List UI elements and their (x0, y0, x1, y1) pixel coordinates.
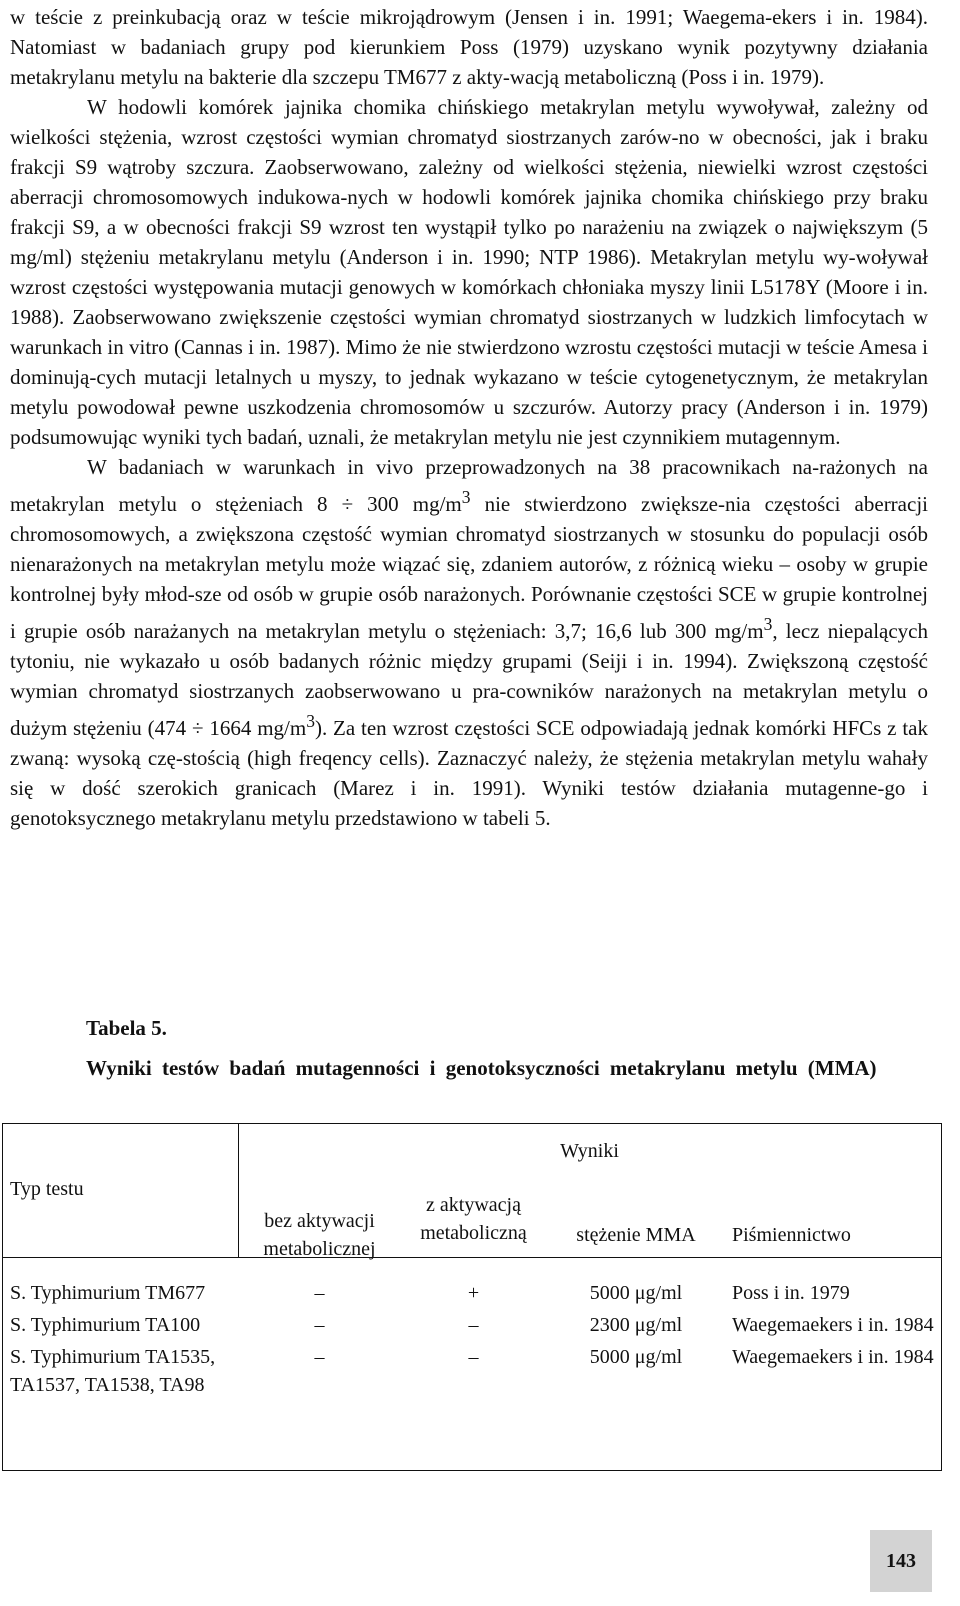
cell-bez: – (314, 1314, 325, 1336)
paragraph-3-part-4: ). Za ten wzrost częstości SCE odpowiadają jednak komórki HFCs z tak zwaną: wysoką czę-stością (high freqency cells). Zaznaczyć należy, że stężenia metakrylan metylu wahały się w dość szerokich granicach (Marez i in. 1991). Wyniki testów działania mutagenne-go i genotoksycznego metakrylanu metylu przedstawiono w tabeli 5. (10, 716, 929, 830)
table-row (0, 1263, 941, 1307)
results-table (0, 1123, 941, 1409)
paragraph-3-part-3: , lecz niepalących tytoniu, nie wykazało u osób badanych różnic między grupami (Seiji i in. 1994). Zwiększoną częstość wymian chromatyd siostrzanych zaobserwowano u pra-cowników narażonych na metakrylan metylu o dużym stężeniu (474 ÷ 1664 mg/m (10, 619, 928, 740)
cell-stezenie: 5000 μg/ml (589, 1346, 683, 1368)
header-pismiennictwo: Piśmiennictwo (732, 1224, 851, 1246)
cell-z: – (468, 1346, 479, 1368)
cell-typ: S. Typhimurium TA100 (10, 1314, 201, 1336)
cell-lit: Waegemaekers i in. 1984 (732, 1346, 934, 1368)
paragraph-2: W hodowli komórek jajnika chomika chińskiego metakrylan metylu wywoływał, zależny od wielkości stężenia, wzrost częstości wymian chromatyd siostrzanych zarów-no w obecności, jak i braku frakcji S9 wątroby szczura. Zaobserwowano, zależny od wielkości stężenia, niewielki wzrost częstości aberracji chromosomowych indukowa-nych w hodowli komórek jajnika chomika chińskiego przy braku frakcji S9, a w obecności frakcji S9 wzrost ten wystąpił tylko po narażeniu na związek o największym (5 mg/ml) stężeniu metakrylanu metylu (Anderson i in. 1990; NTP 1986). Metakrylan metylu wy-woływał wzrost częstości występowania mutacji genowych w komórkach chłoniaka myszy linii L5178Y (Moore i in. 1988). Zaobserwowano zwiększenie częstości wymian chromatyd siostrzanych w ludzkich limfocytach w warunkach in vitro (Cannas i in. 1987). Mimo że nie stwierdzono wzrostu częstości mutacji w teście Amesa i dominują-cych mutacji letalnych u myszy, to jednak wykazano w teście cytogenetycznym, że metakrylan metylu powodował pewne uszkodzenia chromosomów u szczurów. Autorzy pracy (Anderson i in. 1979) podsumowując wyniki tych badań, uznali, że metakrylan metylu nie jest czynnikiem mutagennym. (10, 95, 928, 449)
table-title: Wyniki testów badań mutagenności i genotoksyczności metakrylanu metylu (MMA) (86, 1056, 877, 1080)
cell-z: – (468, 1314, 479, 1336)
cell-stezenie: 2300 μg/ml (589, 1314, 683, 1336)
cell-z: + (467, 1282, 480, 1304)
superscript: 3 (306, 711, 315, 731)
cell-typ: S. Typhimurium TA1535, TA1537, TA1538, TA98 (10, 1346, 216, 1396)
table-label: Tabela 5. (86, 1016, 167, 1040)
header-z-aktywacja: z aktywacją metaboliczną (420, 1194, 527, 1244)
cell-stezenie: 5000 μg/ml (589, 1282, 683, 1304)
cell-bez: – (314, 1346, 325, 1368)
superscript: 3 (461, 487, 471, 507)
table-row (0, 1307, 941, 1339)
header-stezenie: stężenie MMA (576, 1224, 696, 1246)
cell-bez: – (314, 1282, 325, 1304)
header-typ-testu: Typ testu (10, 1178, 84, 1200)
cell-lit: Poss i in. 1979 (732, 1282, 850, 1304)
table-row (0, 1339, 941, 1409)
paragraph-3-part-2: nie stwierdzono zwiększe-nia częstości aberracji chromosomowych, a zwiększona częstość wymian chromatyd siostrzanych w stosunku do populacji osób nienarażonych na metakrylan metylu może wiązać się, zdaniem autorów, z różnicą wieku – osoby w grupie kontrolnej były młod-sze od osób w grupie osób narażonych. Porównanie częstości SCE w grupie kontrolnej i grupie osób narażanych na metakrylan metylu o stężeniach: 3,7; 16,6 lub 300 mg/m (10, 492, 928, 643)
header-wyniki: Wyniki (560, 1140, 619, 1162)
body-text (10, 2, 928, 833)
cell-typ: S. Typhimurium TM677 (10, 1282, 206, 1304)
paragraph-3 (10, 452, 928, 833)
paragraph-3-part-1: W badaniach w warunkach in vivo przeprowadzonych na 38 pracownikach na-rażonych na metakrylan metylu o stężeniach 8 ÷ 300 mg/m (10, 455, 928, 516)
paragraph-1: w teście z preinkubacją oraz w teście mikrojądrowym (Jensen i in. 1991; Waegema-ekers i in. 1984). Natomiast w badaniach grupy pod kierunkiem Poss (1979) uzyskano wynik pozytywny działania metakrylanu metylu na bakterie dla szczepu TM677 z akty-wacją metaboliczną (Poss i in. 1979). (10, 5, 928, 89)
page-number: 143 (870, 1530, 932, 1592)
cell-lit: Waegemaekers i in. 1984 (732, 1314, 934, 1336)
header-bez-aktywacji: bez aktywacji metabolicznej (263, 1210, 376, 1260)
superscript: 3 (763, 614, 773, 634)
